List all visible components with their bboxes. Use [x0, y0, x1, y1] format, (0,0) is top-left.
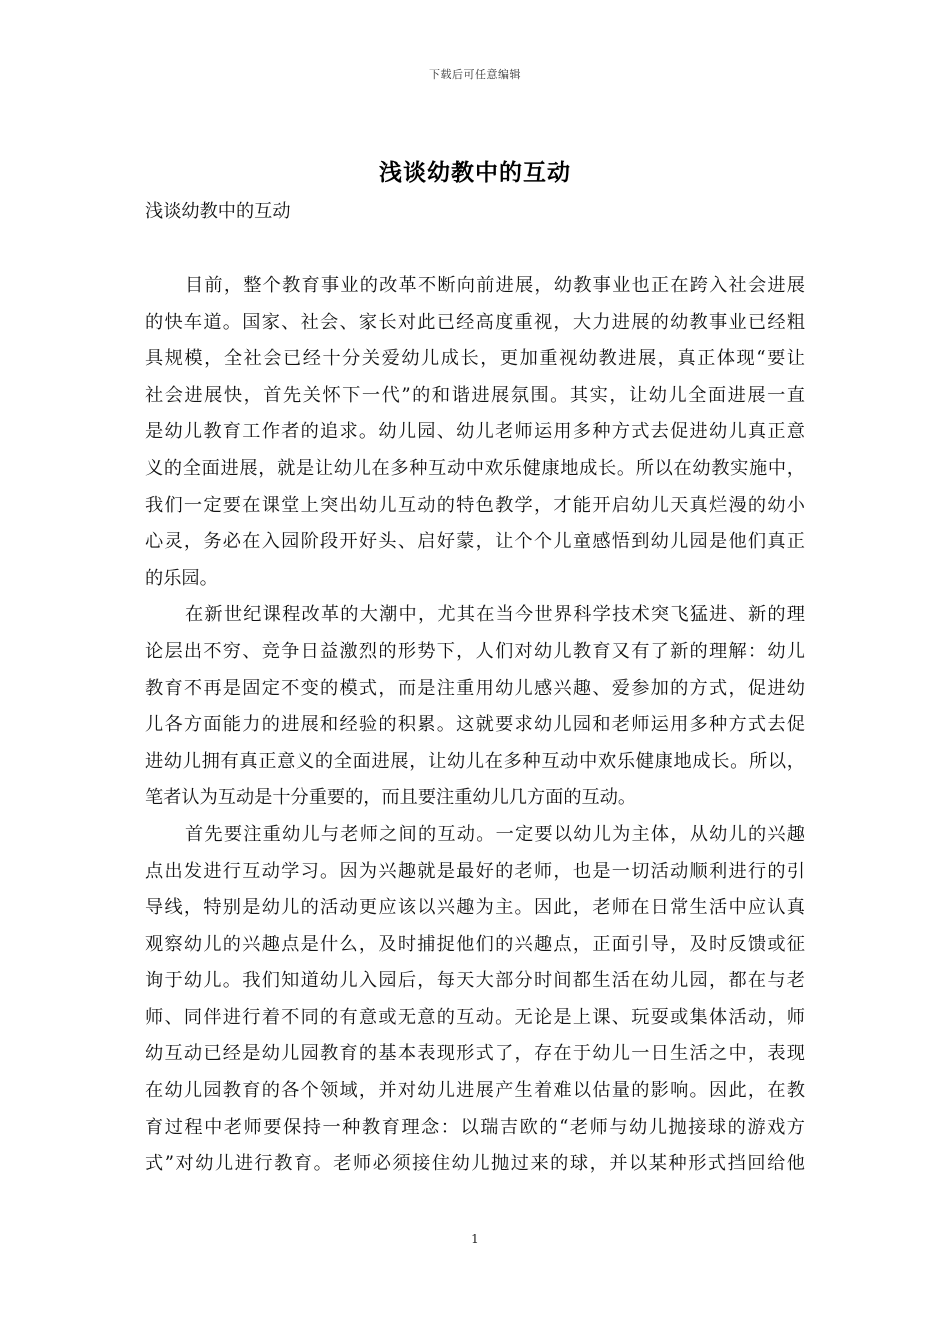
body-line: 点出发进行互动学习。因为兴趣就是最好的老师，也是一切活动顺利进行的引 — [145, 860, 805, 882]
body-line: 首先要注重幼儿与老师之间的互动。一定要以幼儿为主体，从幼儿的兴趣 — [185, 823, 805, 845]
body-line: 义的全面进展，就是让幼儿在多种互动中欢乐健康地成长。所以在幼教实施中， — [145, 457, 805, 479]
body-line: 询于幼儿。我们知道幼儿入园后，每天大部分时间都生活在幼儿园，都在与老 — [145, 970, 805, 992]
body-line: 师、同伴进行着不同的有意或无意的互动。无论是上课、玩耍或集体活动，师 — [145, 1006, 805, 1028]
body-line: 式”对幼儿进行教育。老师必须接住幼儿抛过来的球，并以某种形式挡回给他 — [145, 1153, 805, 1175]
body-line: 社会进展快，首先关怀下一代”的和谐进展氛围。其实，让幼儿全面进展一直 — [145, 384, 805, 406]
body-line: 具规模，全社会已经十分关爱幼儿成长，更加重视幼教进展，真正体现“要让 — [145, 348, 805, 370]
body-line: 在新世纪课程改革的大潮中，尤其在当今世界科学技术突飞猛进、新的理 — [185, 604, 805, 626]
page-number: 1 — [471, 1232, 479, 1246]
page-header: 下载后可任意编辑 — [429, 68, 521, 81]
body-line: 观察幼儿的兴趣点是什么，及时捕捉他们的兴趣点，正面引导，及时反馈或征 — [145, 933, 805, 955]
body-line: 儿各方面能力的进展和经验的积累。这就要求幼儿园和老师运用多种方式去促 — [145, 714, 805, 736]
body-line: 我们一定要在课堂上突出幼儿互动的特色教学，才能开启幼儿天真烂漫的幼小 — [145, 494, 805, 516]
document-subtitle: 浅谈幼教中的互动 — [145, 201, 291, 222]
body-line: 教育不再是固定不变的模式，而是注重用幼儿感兴趣、爱参加的方式，促进幼 — [145, 677, 805, 699]
body-line: 的快车道。国家、社会、家长对此已经高度重视，大力进展的幼教事业已经粗 — [145, 311, 805, 333]
body-line: 笔者认为互动是十分重要的，而且要注重幼儿几方面的互动。 — [145, 787, 637, 809]
body-line: 是幼儿教育工作者的追求。幼儿园、幼儿老师运用多种方式去促进幼儿真正意 — [145, 421, 805, 443]
body-line: 在幼儿园教育的各个领域，并对幼儿进展产生着难以估量的影响。因此，在教 — [145, 1080, 805, 1102]
body-line: 进幼儿拥有真正意义的全面进展，让幼儿在多种互动中欢乐健康地成长。所以， — [145, 750, 805, 772]
body-line: 导线，特别是幼儿的活动更应该以兴趣为主。因此，老师在日常生活中应认真 — [145, 897, 805, 919]
body-line: 论层出不穷、竞争日益激烈的形势下，人们对幼儿教育又有了新的理解：幼儿 — [145, 640, 805, 662]
document-title: 浅谈幼教中的互动 — [379, 160, 571, 186]
document-body — [145, 268, 805, 1183]
body-line: 的乐园。 — [145, 567, 218, 589]
body-line: 目前，整个教育事业的改革不断向前进展，幼教事业也正在跨入社会进展 — [185, 275, 805, 296]
body-line: 幼互动已经是幼儿园教育的基本表现形式了，存在于幼儿一日生活之中，表现 — [145, 1043, 805, 1065]
body-line: 育过程中老师要保持一种教育理念：以瑞吉欧的“老师与幼儿抛接球的游戏方 — [145, 1116, 805, 1138]
body-line: 心灵，务必在入园阶段开好头、启好蒙，让个个儿童感悟到幼儿园是他们真正 — [145, 531, 805, 553]
